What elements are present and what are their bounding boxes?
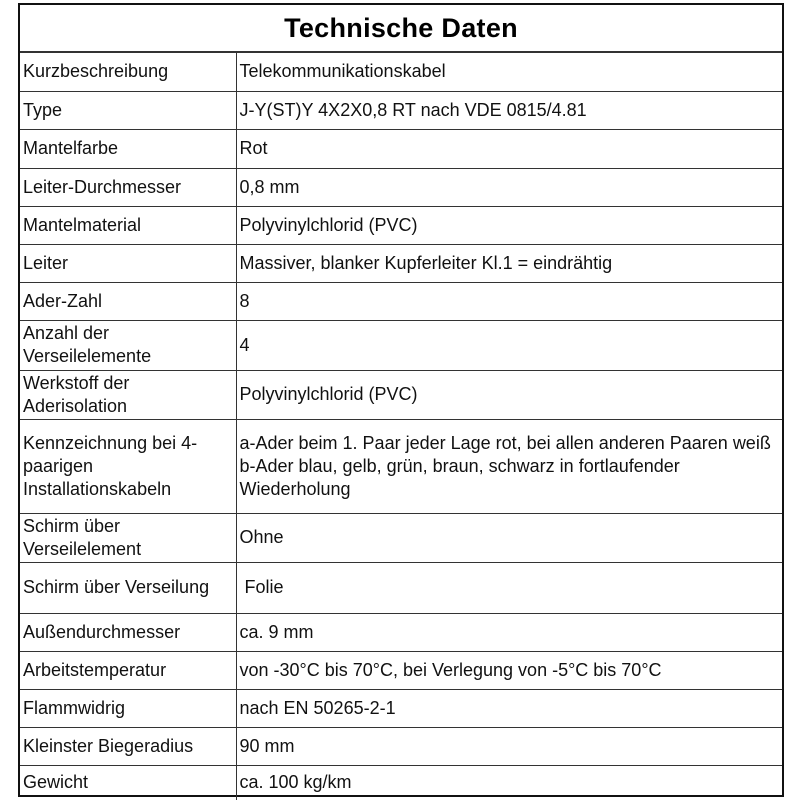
- spec-value: J-Y(ST)Y 4X2X0,8 RT nach VDE 0815/4.81: [236, 91, 782, 129]
- spec-label: Kurzbeschreibung: [20, 53, 236, 91]
- spec-row: [20, 320, 782, 370]
- spec-value: Ohne: [236, 513, 782, 562]
- spec-label: Leiter-Durchmesser: [20, 168, 236, 206]
- spec-label: Flammwidrig: [20, 689, 236, 727]
- spec-label: Kleinster Biegeradius: [20, 727, 236, 765]
- spec-label: Außendurchmesser: [20, 613, 236, 651]
- spec-row: [20, 613, 782, 651]
- spec-value: 0,8 mm: [236, 168, 782, 206]
- spec-value: Polyvinylchlorid (PVC): [236, 370, 782, 419]
- spec-label: Anzahl der Verseilelemente: [20, 320, 236, 370]
- spec-label: Schirm über Verseilelement: [20, 513, 236, 562]
- spec-value: ca. 100 kg/km: [236, 765, 782, 800]
- spec-value: 4: [236, 320, 782, 370]
- spec-label: Mantelfarbe: [20, 129, 236, 168]
- spec-value: von -30°C bis 70°C, bei Verlegung von -5°C bis 70°C: [236, 651, 782, 689]
- spec-value: a-Ader beim 1. Paar jeder Lage rot, bei allen anderen Paaren weiß b-Ader blau, gelb, grün, braun, schwarz in fortlaufender Wiederholung: [236, 419, 782, 513]
- spec-label: Arbeitstemperatur: [20, 651, 236, 689]
- spec-row: [20, 370, 782, 419]
- spec-row: [20, 727, 782, 765]
- spec-row: [20, 91, 782, 129]
- spec-row: [20, 651, 782, 689]
- spec-row: [20, 53, 782, 91]
- spec-value: ca. 9 mm: [236, 613, 782, 651]
- spec-value: 90 mm: [236, 727, 782, 765]
- spec-label: Type: [20, 91, 236, 129]
- spec-row: [20, 282, 782, 320]
- spec-label: Mantelmaterial: [20, 206, 236, 244]
- spec-label: Kennzeichnung bei 4-paarigen Installationskabeln: [20, 419, 236, 513]
- spec-row: [20, 689, 782, 727]
- spec-table: [20, 53, 782, 800]
- spec-label: Gewicht: [20, 765, 236, 800]
- spec-label: Ader-Zahl: [20, 282, 236, 320]
- spec-value: Folie: [236, 562, 782, 613]
- spec-row: [20, 562, 782, 613]
- spec-row: [20, 513, 782, 562]
- spec-row: [20, 419, 782, 513]
- spec-label: Werkstoff der Aderisolation: [20, 370, 236, 419]
- spec-sheet: [18, 3, 784, 797]
- spec-value: Telekommunikationskabel: [236, 53, 782, 91]
- spec-value: Massiver, blanker Kupferleiter Kl.1 = eindrähtig: [236, 244, 782, 282]
- spec-value: nach EN 50265-2-1: [236, 689, 782, 727]
- spec-label: Leiter: [20, 244, 236, 282]
- sheet-title: Technische Daten: [20, 5, 782, 53]
- spec-value: Rot: [236, 129, 782, 168]
- spec-label: Schirm über Verseilung: [20, 562, 236, 613]
- spec-row: [20, 244, 782, 282]
- spec-row: [20, 206, 782, 244]
- spec-row: [20, 129, 782, 168]
- spec-value: 8: [236, 282, 782, 320]
- spec-value: Polyvinylchlorid (PVC): [236, 206, 782, 244]
- spec-row: [20, 168, 782, 206]
- spec-row: [20, 765, 782, 800]
